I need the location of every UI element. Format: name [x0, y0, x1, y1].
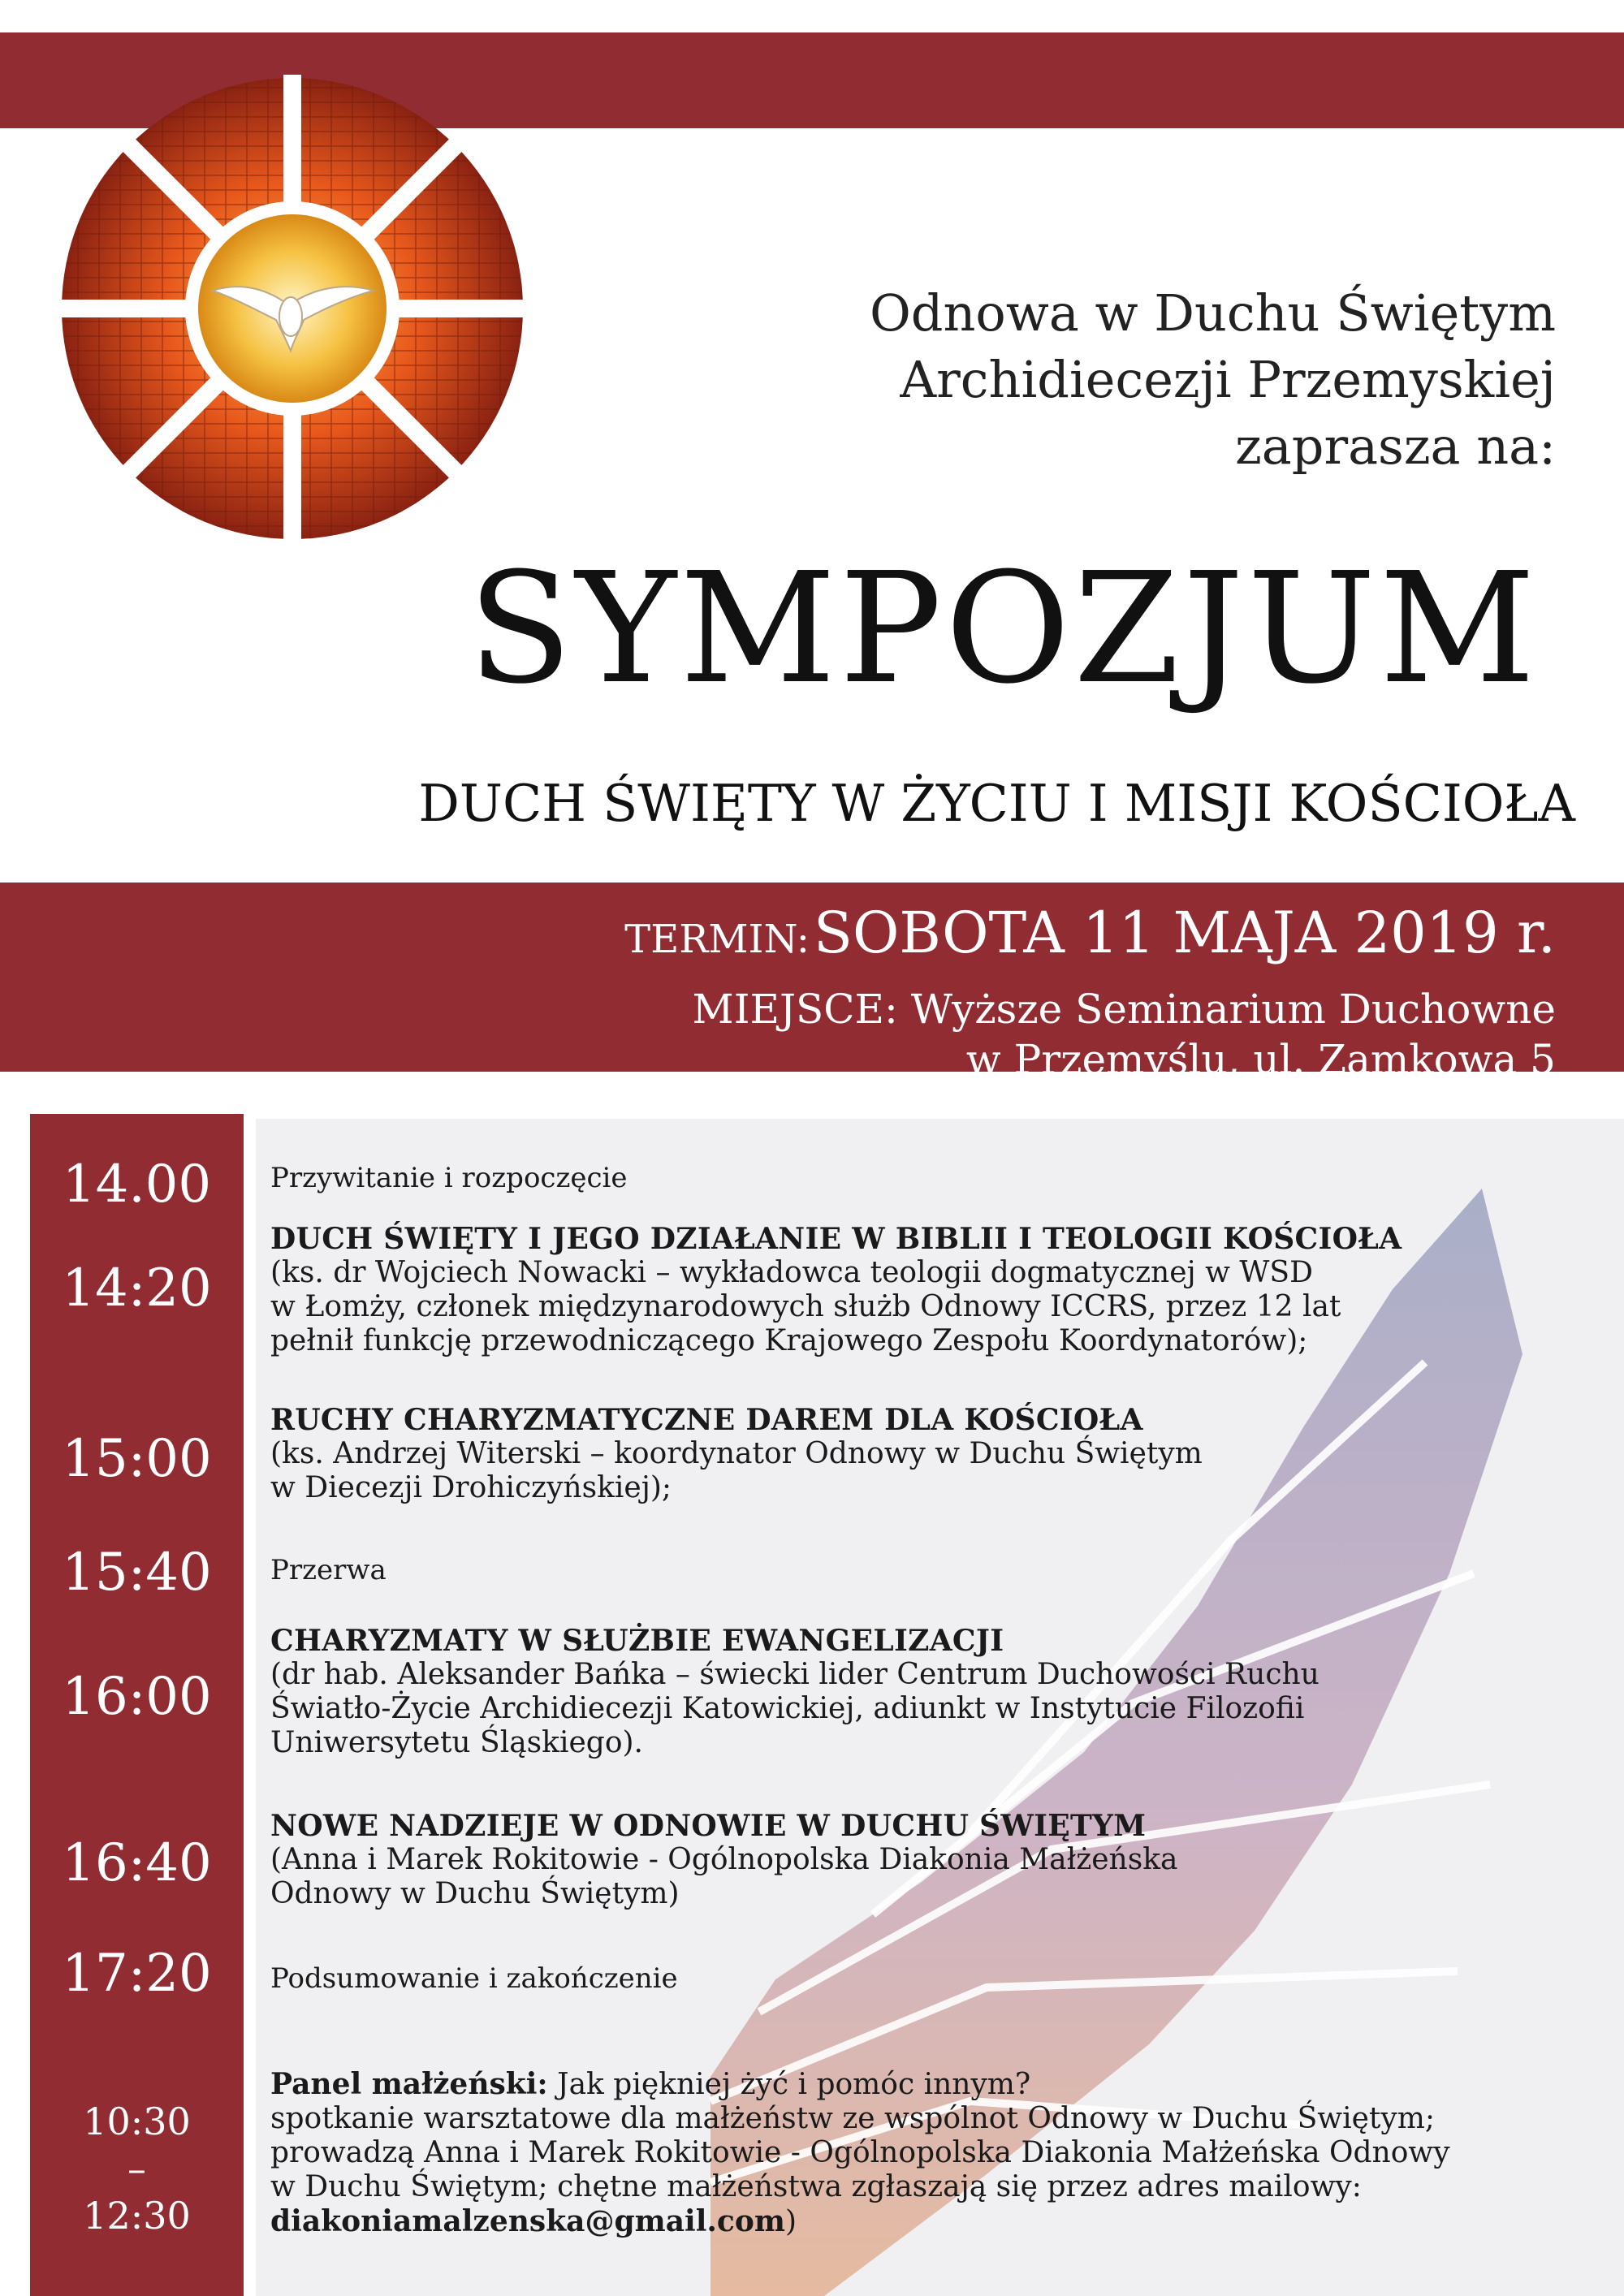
program-item-lecture-4	[270, 1809, 1553, 1911]
place-line-2: w Przemyślu, ul. Zamkowa 5	[965, 1036, 1556, 1083]
lecture-detail: Światło-Życie Archidiecezji Katowickiej, adiunkt w Instytucie Filozofii	[270, 1692, 1305, 1725]
program-item-closing	[270, 1962, 1553, 1996]
place-line-1: MIEJSCE: Wyższe Seminarium Duchowne	[692, 986, 1556, 1033]
lecture-detail: (dr hab. Aleksander Bańka – świecki lider Centrum Duchowości Ruchu	[270, 1658, 1320, 1691]
lecture-title: DUCH ŚWIĘTY I JEGO DZIAŁANIE W BIBLII I TEOLOGII KOŚCIOŁA	[270, 1222, 1402, 1256]
lecture-detail: (ks. dr Wojciech Nowacki – wykładowca teologii dogmatycznej w WSD	[270, 1256, 1313, 1289]
date-label: TERMIN:	[624, 917, 810, 962]
program-item-lecture-3	[270, 1624, 1553, 1760]
program-item-lecture-1	[270, 1222, 1553, 1358]
lecture-detail: (Anna i Marek Rokitowie - Ogólnopolska Diakonia Małżeńska	[270, 1843, 1178, 1876]
schedule-time: 14.00	[62, 1154, 212, 1215]
panel-label: Panel małżeński:	[270, 2067, 548, 2101]
event-info-band	[0, 883, 1624, 1083]
program-item-break	[270, 1553, 1553, 1587]
organizer-header	[581, 280, 1556, 480]
date-line	[0, 897, 1556, 984]
schedule-time: 15:40	[62, 1543, 212, 1603]
program-item-text: Podsumowanie i zakończenie	[270, 1962, 678, 1995]
panel-time-dash: –	[127, 2147, 146, 2190]
panel-first-line	[270, 2067, 1553, 2102]
lecture-title: NOWE NADZIEJE W ODNOWIE W DUCHU ŚWIĘTYM	[270, 1809, 1147, 1843]
date-value: SOBOTA 11 MAJA 2019 r.	[814, 900, 1556, 966]
panel-email: diakoniamalzenska@gmail.com	[270, 2204, 785, 2238]
panel-detail: spotkanie warsztatowe dla małżeństw ze wspólnot Odnowy w Duchu Świętym;	[270, 2102, 1436, 2135]
program-item-text: Przerwa	[270, 1554, 387, 1586]
schedule-time: 16:00	[62, 1667, 212, 1727]
schedule-time: 14:20	[62, 1258, 212, 1318]
lecture-title: RUCHY CHARYZMATYCZNE DAREM DLA KOŚCIOŁA	[270, 1403, 1143, 1437]
program-item-welcome	[270, 1161, 1553, 1195]
panel-question: Jak piękniej żyć i pomóc innym?	[547, 2068, 1031, 2101]
program-item-text: Przywitanie i rozpoczęcie	[270, 1162, 628, 1194]
lecture-detail: Uniwersytetu Śląskiego).	[270, 1726, 643, 1759]
panel-detail: prowadzą Anna i Marek Rokitowie - Ogólnopolska Diakonia Małżeńska Odnowy	[270, 2136, 1450, 2169]
event-subtitle: DUCH ŚWIĘTY W ŻYCIU I MISJI KOŚCIOŁA	[418, 774, 1575, 833]
event-title: SYMPOZJUM	[468, 540, 1539, 718]
header-line-2: Archidiecezji Przemyskiej	[900, 350, 1556, 409]
header-line-1: Odnowa w Duchu Świętym	[869, 283, 1556, 343]
panel-email-suffix: )	[784, 2205, 797, 2238]
header-line-3: zaprasza na:	[1235, 416, 1556, 476]
schedule-time: 16:40	[62, 1833, 212, 1893]
schedule-time: 17:20	[62, 1944, 212, 2004]
schedule-time: 15:00	[62, 1429, 212, 1489]
lecture-detail: Odnowy w Duchu Świętym)	[270, 1877, 680, 1910]
lecture-title: CHARYZMATY W SŁUŻBIE EWANGELIZACJI	[270, 1624, 1004, 1658]
schedule-time-column	[30, 1114, 244, 2296]
lecture-detail: w Łomży, członek międzynarodowych służb Odnowy ICCRS, przez 12 lat	[270, 1290, 1341, 1323]
lecture-detail: pełnił funkcję przewodniczącego Krajowego Zespołu Koordynatorów);	[270, 1324, 1308, 1357]
program-item-lecture-2	[270, 1403, 1553, 1505]
stained-glass-dove-emblem	[57, 73, 528, 544]
lecture-detail: (ks. Andrzej Witerski – koordynator Odnowy w Duchu Świętym	[270, 1437, 1203, 1470]
panel-time-start: 10:30	[83, 2100, 191, 2143]
panel-time-end: 12:30	[83, 2194, 191, 2238]
panel-email-line	[270, 2204, 1553, 2239]
panel-detail: w Duchu Świętym; chętne małżeństwa zgłaszają się przez adres mailowy:	[270, 2170, 1362, 2203]
lecture-detail: w Diecezji Drohiczyńskiej);	[270, 1471, 672, 1504]
program-item-panel	[270, 2067, 1553, 2239]
